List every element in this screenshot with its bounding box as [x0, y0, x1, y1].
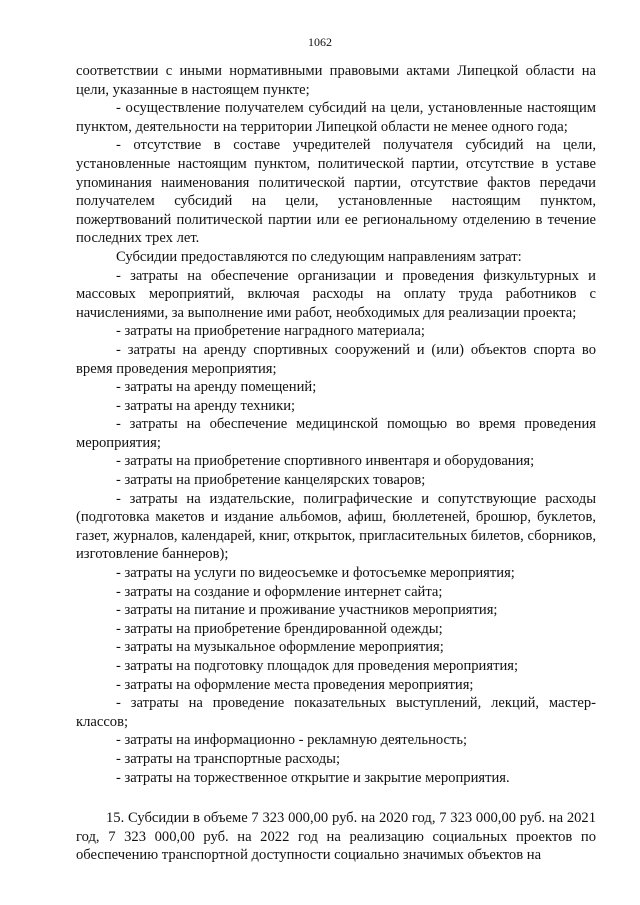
list-item: - затраты на приобретение брендированной одежды;	[116, 620, 443, 637]
page-number: 1062	[308, 35, 332, 49]
list-item: - затраты на аренду спортивных сооружений и (или) объектов спорта во время проведения мероприятия;	[76, 341, 596, 377]
list-item: - затраты на обеспечение медицинской помощью во время проведения мероприятия;	[76, 416, 596, 451]
paragraph-continuation: соответствии с иными нормативными правовыми актами Липецкой области на цели, указанные в настоящем пункте;	[76, 63, 596, 98]
list-item: - затраты на издательские, полиграфические и сопутствующие расходы (подготовка макетов и издание альбомов, афиш, бюллетеней, брошюр, буклетов, газет, журналов, календарей, книг, открыток, пригласительных билетов, сборников, изготовление баннеров);	[76, 490, 596, 563]
document-body	[76, 62, 596, 865]
list-item: - затраты на торжественное открытие и закрытие мероприятия.	[116, 769, 510, 786]
list-item: - затраты на аренду техники;	[116, 397, 296, 414]
list-item: - затраты на приобретение спортивного инвентаря и оборудования;	[116, 453, 535, 470]
list-item: - затраты на подготовку площадок для проведения мероприятия;	[116, 658, 519, 674]
paragraph: Субсидии предоставляются по следующим направлениям затрат:	[116, 248, 522, 265]
paragraph-gap	[76, 787, 596, 809]
list-item: - затраты на музыкальное оформление мероприятия;	[116, 639, 444, 656]
section-15	[76, 809, 596, 865]
list-item: - затраты на информационно - рекламную деятельность;	[116, 732, 468, 749]
list-item: - затраты на транспортные расходы;	[116, 750, 341, 767]
list-item: - затраты на создание и оформление интернет сайта;	[116, 583, 443, 600]
list-item: - затраты на обеспечение организации и проведения физкультурных и массовых мероприятий, включая расходы на оплату труда работников с начислениями, за выполнение ими работ, необходимых для реализации проекта;	[76, 267, 596, 321]
list-item: - затраты на приобретение канцелярских товаров;	[116, 472, 426, 489]
list-item: - отсутствие в составе учредителей получателя субсидий на цели, установленные настоящим пунктом, политической партии, отсутствие в уставе упоминания наименования политической партии, отсутствие фактов передачи получателем субсидий на цели, установленные настоящим пунктом, пожертвований политической партии или ее региональному отделению в течение последних трех лет.	[76, 137, 596, 247]
list-item: - осуществление получателем субсидий на цели, установленные настоящим пунктом, деятельности на территории Липецкой области не менее одного года;	[76, 100, 596, 135]
list-item: - затраты на проведение показательных выступлений, лекций, мастер-классов;	[76, 695, 596, 730]
section-number: 15.	[106, 810, 125, 827]
list-item: - затраты на питание и проживание участников мероприятия;	[116, 602, 498, 619]
list-item: - затраты на услуги по видеосъемке и фотосъемке мероприятия;	[116, 565, 515, 582]
section-text: Субсидии в объеме 7 323 000,00 руб. на 2020 год, 7 323 000,00 руб. на 2021 год, 7 323 000,00 руб. на 2022 год на реализацию социальных проектов по обеспечению транспортной доступности социально значимых объектов на	[76, 810, 597, 864]
list-item: - затраты на аренду помещений;	[116, 379, 317, 396]
list-item: - затраты на оформление места проведения мероприятия;	[116, 676, 474, 693]
list-item: - затраты на приобретение наградного материала;	[116, 323, 425, 340]
